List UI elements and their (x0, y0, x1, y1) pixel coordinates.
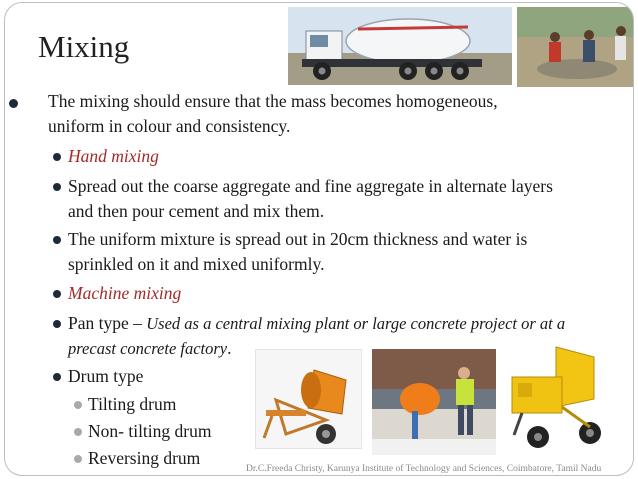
bullet-marker (74, 455, 82, 463)
spread-line1: Spread out the coarse aggregate and fine aggregate in alternate layers (68, 176, 553, 196)
hand-mixing-heading: Hand mixing (68, 146, 159, 166)
workers-illustration (517, 7, 634, 87)
bullet-marker (53, 373, 61, 381)
bullet-marker (9, 99, 18, 108)
uniform-line2: sprinkled on it and mixed uniformly. (68, 254, 325, 274)
drum-type-heading: Drum type (68, 366, 144, 386)
slide-footer: Dr.C.Freeda Christy, Karunya Institute of Technology and Sciences, Coimbatore, Tamil Nadu (246, 464, 602, 474)
bullet-marker (74, 401, 82, 409)
worker-mixer-illustration (372, 349, 496, 455)
pan-type-period: . (227, 338, 232, 358)
spread-line2: and then pour cement and mix them. (68, 201, 325, 221)
yellow-drum-mixer-photo (502, 337, 614, 457)
pan-type-line1 (68, 312, 565, 335)
pan-type-description: Used as a central mixing plant or large concrete project or at a (146, 314, 566, 333)
pan-type-label: Pan type – (68, 313, 147, 333)
bullet-marker (53, 290, 61, 298)
machine-mixing-heading: Machine mixing (68, 283, 182, 303)
slide-title: Mixing (38, 29, 130, 64)
hand-mixing-photo (517, 7, 634, 87)
worker-mixer-photo (372, 349, 496, 455)
pan-type-description-cont: precast concrete factory (68, 339, 228, 358)
bullet-marker (53, 183, 61, 191)
non-tilting-drum-item: Non- tilting drum (88, 421, 212, 441)
bullet-marker (53, 320, 61, 328)
pan-type-line2 (68, 337, 232, 360)
bullet-marker (53, 236, 61, 244)
main-point-line2: uniform in colour and consistency. (48, 116, 291, 136)
bullet-marker (74, 428, 82, 436)
bullet-marker (53, 153, 61, 161)
tilting-mixer-photo (255, 349, 362, 449)
slide-frame (4, 2, 634, 476)
tilting-drum-item: Tilting drum (88, 394, 177, 414)
uniform-line1: The uniform mixture is spread out in 20cm thickness and water is (68, 229, 528, 249)
reversing-drum-item: Reversing drum (88, 448, 201, 468)
main-point-line1: The mixing should ensure that the mass becomes homogeneous, (48, 91, 498, 111)
tilting-mixer-illustration (256, 350, 362, 449)
yellow-mixer-illustration (502, 337, 614, 457)
truck-illustration (288, 7, 512, 85)
concrete-truck-photo (288, 7, 512, 85)
